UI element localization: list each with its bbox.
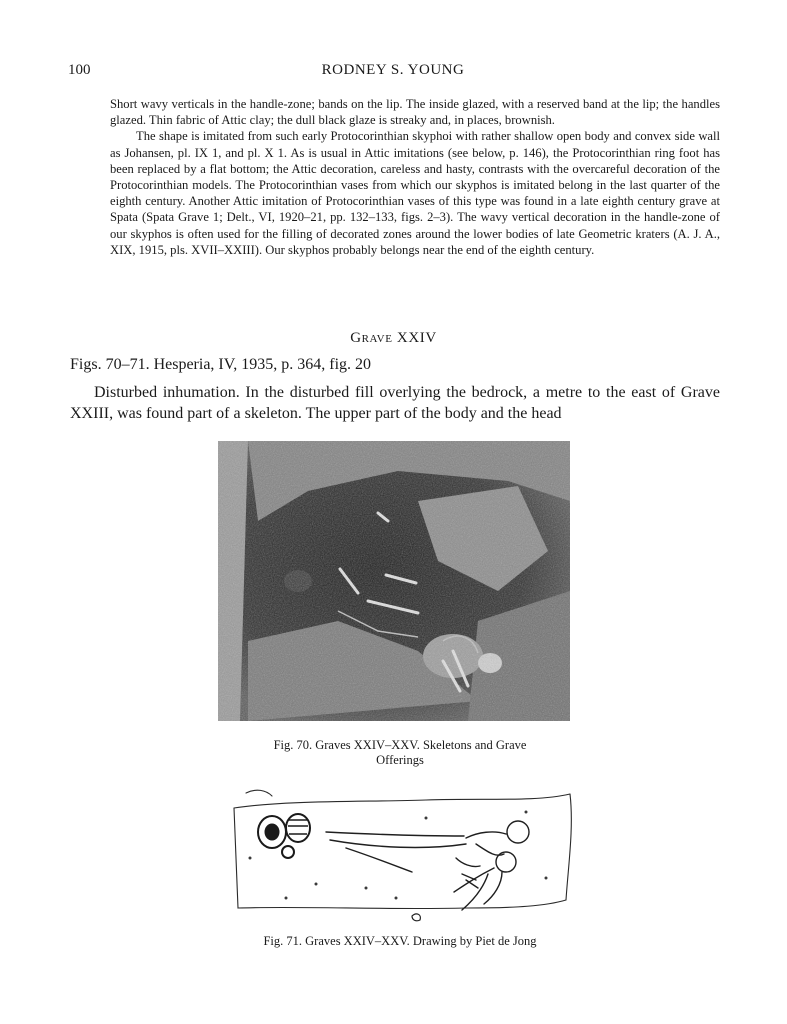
discussion-paragraph: The shape is imitated from such early Protocorinthian skyphoi with rather shallow open body and convex side wall as Johansen, pl. IX 1, and pl. X 1. As is usual in Attic imitations (see below, p. 146), the Protocorinthian ring foot has been replaced by a flat bottom; the Attic decoration, careless and hasty, contrasts with the overcareful decoration of the Protocorinthian models. The Protocorinthian vases from which our skyphos is imitated belong in the last quarter of the eighth century. Another Attic imitation of Protocorinthian vases of this type was found in a late eighth century grave at Spata (Spata Grave 1; Delt., VI, 1920–21, pp. 132–133, figs. 2–3). The wavy vertical decoration in the handle-zone of our skyphos is often used for the filling of decorated zones around the lower bodies of late Geometric kraters (A. J. A., XIX, 1915, pls. XVII–XXIII). Our skyphos probably belongs near the end of the eighth century.	[110, 129, 720, 257]
catalogue-text	[110, 96, 720, 258]
running-title: RODNEY S. YOUNG	[321, 62, 465, 78]
excavation-photo	[218, 441, 570, 721]
fig70-caption	[200, 738, 600, 768]
section-heading: Grave XXIV	[350, 330, 437, 346]
body-text	[70, 382, 720, 424]
skeleton-lower	[454, 852, 516, 910]
fig71-caption-line1: Fig. 71. Graves XXIV–XXV. Drawing by Piet de Jong	[263, 934, 537, 948]
vessels	[258, 814, 310, 858]
fig71-caption	[180, 934, 620, 949]
grave-drawing	[226, 788, 578, 928]
figures-reference: Figs. 70–71. Hesperia, IV, 1935, p. 364, fig. 20	[70, 356, 372, 373]
skeleton-upper	[326, 821, 529, 872]
description-paragraph: Short wavy verticals in the handle-zone; bands on the lip. The inside glazed, with a reserved band at the lip; the handles glazed. Thin fabric of Attic clay; the dull black glaze is streaky and, in places, brownish.	[110, 97, 720, 128]
page-number: 100	[68, 62, 91, 78]
fig70-caption-line2: Offerings	[376, 753, 424, 767]
body-paragraph: Disturbed inhumation. In the disturbed fill overlying the bedrock, a metre to the east of Grave XXIII, was found part of a skeleton. The upper part of the body and the head	[70, 384, 720, 422]
fig70-caption-line1: Fig. 70. Graves XXIV–XXV. Skeletons and Grave	[273, 738, 527, 752]
